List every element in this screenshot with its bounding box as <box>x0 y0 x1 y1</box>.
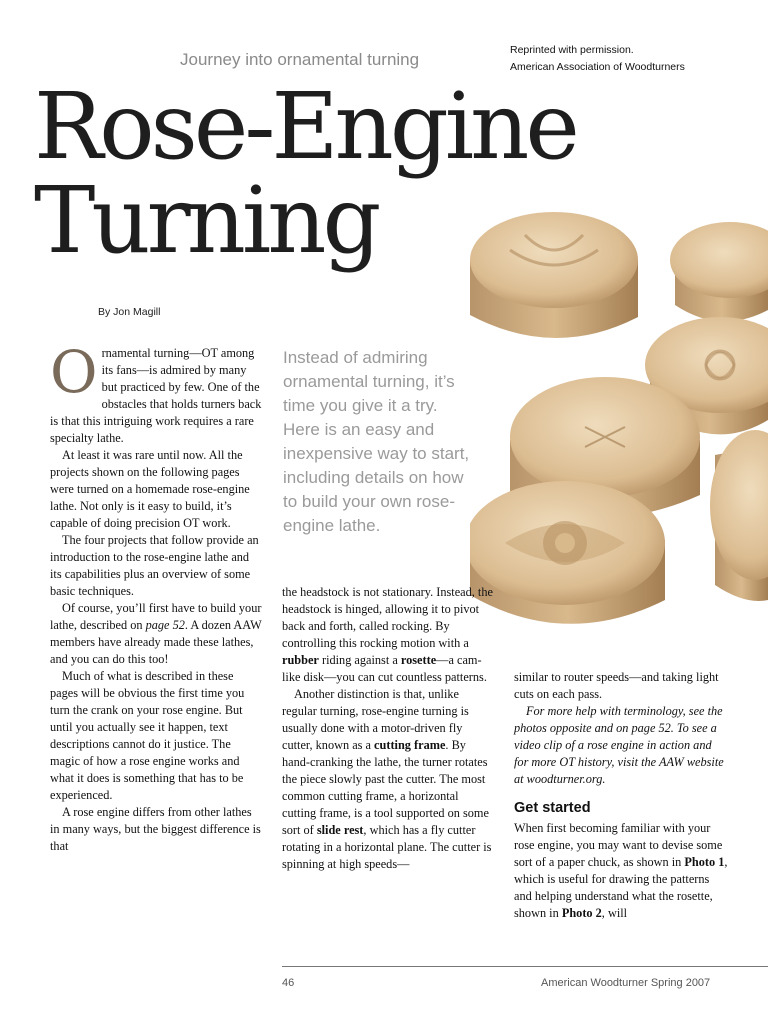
paragraph: similar to router speeds—and taking light cuts on each pass. <box>514 670 719 701</box>
paragraph-text: Another distinction is that, unlike regular turning, rose-engine turning is usually done with a motor-driven fly cutter, known as a <box>282 687 469 752</box>
paragraph: Much of what is described in these pages will be obvious the first time you turn the crank on your rose engine. But until you actually see it happen, text descriptions cannot do it justice. The magic of how a rose engine works and what it does is something that has to be experienced. <box>50 669 245 802</box>
terminology-note: For more help with terminology, see the photos opposite and on page 52. To see a video clip of a rose engine in action and for more OT history, visit the AAW website at woodturner.org. <box>514 704 724 786</box>
pull-quote: Instead of admiring ornamental turning, it’s time you give it a try. Here is an easy and inexpensive way to start, including details on how to build your own rose-engine lathe. <box>283 348 470 535</box>
photo-reference-2: Photo 2 <box>561 906 602 920</box>
paragraph <box>282 584 494 686</box>
body-column-1 <box>50 338 262 855</box>
paragraph <box>50 338 262 447</box>
paragraph-text: Of course, you’ll first have to build your lathe, described on <box>50 601 262 632</box>
paragraph-text: , will <box>601 906 628 920</box>
disc-front-sunburst <box>470 481 665 624</box>
paragraph-text: riding against a <box>318 653 401 667</box>
paragraph <box>282 686 494 873</box>
disc-right-bottom <box>710 430 768 601</box>
paragraph <box>514 820 728 922</box>
byline: By Jon Magill <box>98 306 161 318</box>
photo-reference-1: Photo 1 <box>684 855 725 869</box>
term-cutting-frame: cutting frame <box>374 738 446 752</box>
paragraph: A rose engine differs from other lathes in many ways, but the biggest difference is that <box>50 805 261 853</box>
kicker: Journey into ornamental turning <box>180 50 420 69</box>
title-line-2: Turning <box>34 167 378 274</box>
page-reference: page 52 <box>145 618 185 632</box>
paragraph-text: . A dozen AAW members have already made these lathes, and you can do this too! <box>50 618 262 666</box>
paragraph-text: —a cam-like disk—you can cut countless patterns. <box>282 653 487 684</box>
page-number: 46 <box>282 977 295 989</box>
drop-cap: O <box>50 338 98 406</box>
title-line-1: Rose-Engine <box>34 73 576 180</box>
paragraph: The four projects that follow provide an introduction to the rose-engine lathe and its capabilities plus an overview of some basic techniques. <box>50 533 259 598</box>
paragraph-text: rnamental turning—OT among its fans—is admired by many but practiced by few. One of the obstacles that holds turners back is that this intriguing work requires a rare specialty lathe. <box>50 346 262 445</box>
paragraph-text: , which is useful for drawing the patterns and helping understand what the rosette, shown in <box>514 855 728 920</box>
section-heading: Get started <box>514 800 591 816</box>
paragraph-text: . By hand-cranking the lathe, the turner rotates the piece slowly past the cutter. The most common cutting frame, a horizontal cutting frame, is a tool supported on some sort of <box>282 738 489 837</box>
paragraph <box>50 600 262 668</box>
disc-top <box>470 212 638 338</box>
reprint-line-2: American Association of Woodturners <box>510 61 685 73</box>
footer-rule <box>282 966 768 967</box>
term-rosette: rosette <box>400 653 437 667</box>
paragraph-text: When first becoming familiar with your rose engine, you may want to devise some sort of a paper chuck, as shown in <box>514 821 723 869</box>
reprint-note <box>510 42 685 76</box>
body-column-2 <box>282 584 494 873</box>
paragraph-text: , which has a fly cutter rotating in a horizontal plane. The cutter is spinning at high speeds— <box>282 823 492 871</box>
reprint-line-1: Reprinted with permission. <box>510 44 634 56</box>
term-rubber: rubber <box>282 653 319 667</box>
paragraph-text: the headstock is not stationary. Instead, the headstock is hinged, allowing it to pivot back and forth, called rocking. By controlling this rocking motion with a <box>282 585 493 650</box>
disc-right-top <box>670 222 768 321</box>
term-slide-rest: slide rest <box>316 823 364 837</box>
rose-engine-turned-discs-photo <box>470 205 768 680</box>
paragraph: At least it was rare until now. All the projects shown on the following pages were turned on a homemade rose-engine lathe. Not only is it easy to build, it’s capable of doing precision OT work. <box>50 448 250 530</box>
publication-footer: American Woodturner Spring 2007 <box>541 977 711 989</box>
body-column-3 <box>514 669 728 922</box>
